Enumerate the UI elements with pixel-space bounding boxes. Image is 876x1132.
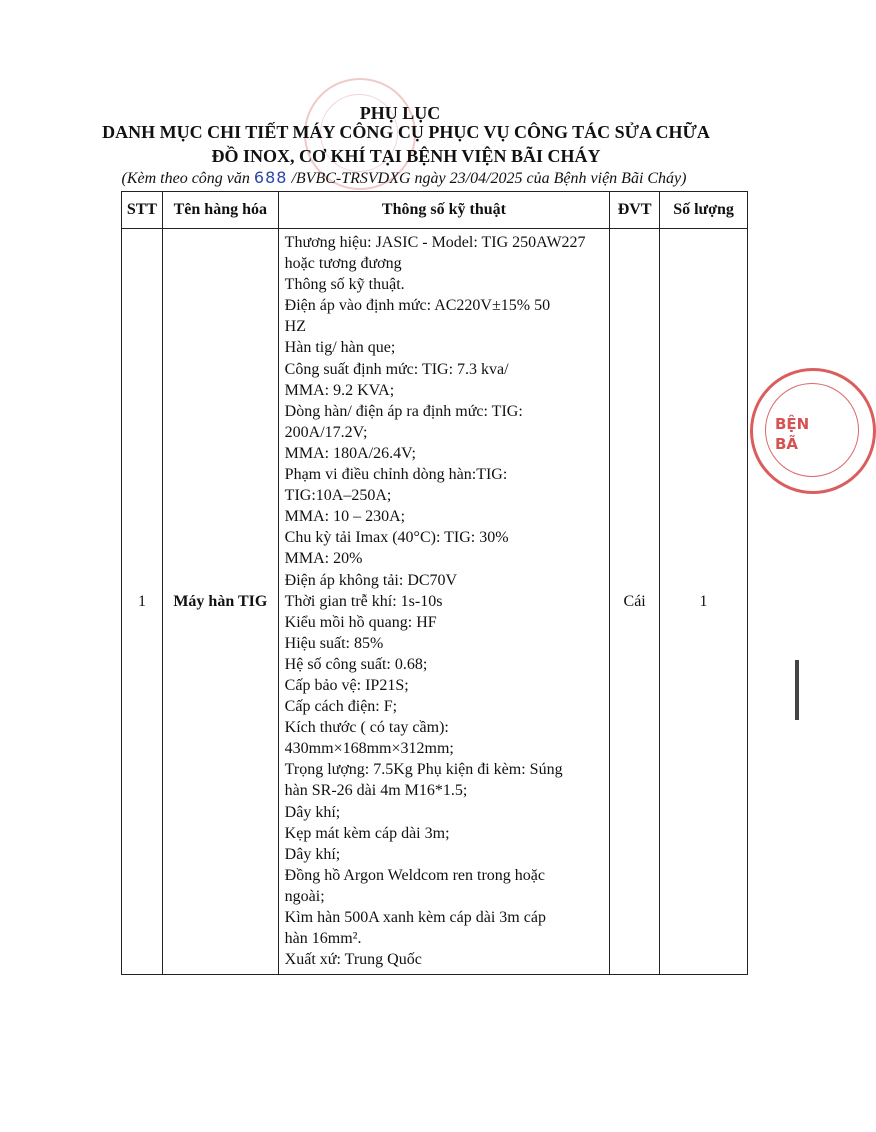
reference-line xyxy=(4,168,804,188)
spec-line: Kiểu mồi hồ quang: HF xyxy=(284,613,437,631)
spec-line: Chu kỳ tải Imax (40°C): TIG: 30% xyxy=(284,529,509,547)
document-title-line2: ĐỒ INOX, CƠ KHÍ TẠI BỆNH VIỆN BÃI CHÁY xyxy=(211,146,601,166)
spec-line: 430mm×168mm×312mm; xyxy=(284,740,454,758)
spec-line: Dòng hàn/ điện áp ra định mức: TIG: xyxy=(284,402,523,420)
equipment-table xyxy=(121,191,748,975)
header-name: Tên hàng hóa xyxy=(162,192,278,229)
spec-line: MMA: 180A/26.4V; xyxy=(284,444,416,462)
spec-line: ngoài; xyxy=(284,887,325,905)
spec-line: Phạm vi điều chỉnh dòng hàn:TIG: xyxy=(284,466,508,484)
header-quantity: Số lượng xyxy=(660,192,748,229)
spec-line: Đồng hồ Argon Weldcom ren trong hoặc xyxy=(284,866,545,884)
spec-line: Thời gian trễ khí: 1s-10s xyxy=(284,592,443,610)
table-row xyxy=(122,229,748,975)
spec-line: Dây khí; xyxy=(284,845,341,863)
header-specs: Thông số kỹ thuật xyxy=(278,192,610,229)
spec-line: Thương hiệu: JASIC - Model: TIG 250AW227 xyxy=(284,234,586,251)
cell-unit: Cái xyxy=(610,229,660,975)
header-unit: ĐVT xyxy=(610,192,660,229)
stamp-text-1: BỆN xyxy=(775,415,810,433)
spec-line: Điện áp vào định mức: AC220V±15% 50 xyxy=(284,297,551,315)
appendix-title: PHỤ LỤC xyxy=(359,103,441,123)
header-stt: STT xyxy=(122,192,163,229)
spec-line: Hàn tig/ hàn que; xyxy=(284,339,396,357)
spec-line: 200A/17.2V; xyxy=(284,423,368,441)
spec-line: Hiệu suất: 85% xyxy=(284,634,384,652)
cell-name: Máy hàn TIG xyxy=(162,229,278,975)
spec-line: TIG:10A–250A; xyxy=(284,487,392,505)
scan-edge-mark xyxy=(795,660,799,720)
spec-line: Cấp cách điện: F; xyxy=(284,698,398,716)
spec-line: HZ xyxy=(284,318,306,336)
spec-line: Kẹp mát kèm cáp dài 3m; xyxy=(284,824,450,842)
spec-line: hàn 16mm². xyxy=(284,930,362,948)
cell-stt: 1 xyxy=(122,229,163,975)
spec-line: Trọng lượng: 7.5Kg Phụ kiện đi kèm: Súng xyxy=(284,761,563,779)
spec-line: Thông số kỹ thuật. xyxy=(284,276,405,294)
spec-line: MMA: 9.2 KVA; xyxy=(284,381,395,399)
reference-prefix: (Kèm theo công văn xyxy=(121,170,254,187)
spec-line: Hệ số công suất: 0.68; xyxy=(284,655,428,673)
spec-line: MMA: 20% xyxy=(284,550,363,568)
spec-line: Dây khí; xyxy=(284,803,341,821)
spec-line: hàn SR-26 dài 4m M16*1.5; xyxy=(284,782,468,800)
stamp-red xyxy=(750,368,876,494)
spec-line: Công suất định mức: TIG: 7.3 kva/ xyxy=(284,360,509,378)
cell-quantity: 1 xyxy=(660,229,748,975)
reference-suffix: /BVBC-TRSVDXG ngày 23/04/2025 của Bệnh viện Bãi Cháy) xyxy=(287,170,687,187)
table-header-row xyxy=(122,192,748,229)
cell-specs xyxy=(278,229,610,975)
spec-line: Kìm hàn 500A xanh kèm cáp dài 3m cáp xyxy=(284,909,546,926)
spec-line: Cấp bảo vệ: IP21S; xyxy=(284,676,409,694)
stamp-text-2: BÃ xyxy=(775,435,799,453)
spec-line: MMA: 10 – 230A; xyxy=(284,508,406,526)
handwritten-number: 688 xyxy=(253,168,288,187)
document-title-line1: DANH MỤC CHI TIẾT MÁY CÔNG CỤ PHỤC VỤ CÔNG TÁC SỬA CHỮA xyxy=(102,122,710,142)
spec-line: Điện áp không tải: DC70V xyxy=(284,571,458,589)
spec-line: Xuất xứ: Trung Quốc xyxy=(284,951,422,969)
spec-line: hoặc tương đương xyxy=(284,255,402,273)
spec-line: Kích thước ( có tay cầm): xyxy=(284,719,449,737)
